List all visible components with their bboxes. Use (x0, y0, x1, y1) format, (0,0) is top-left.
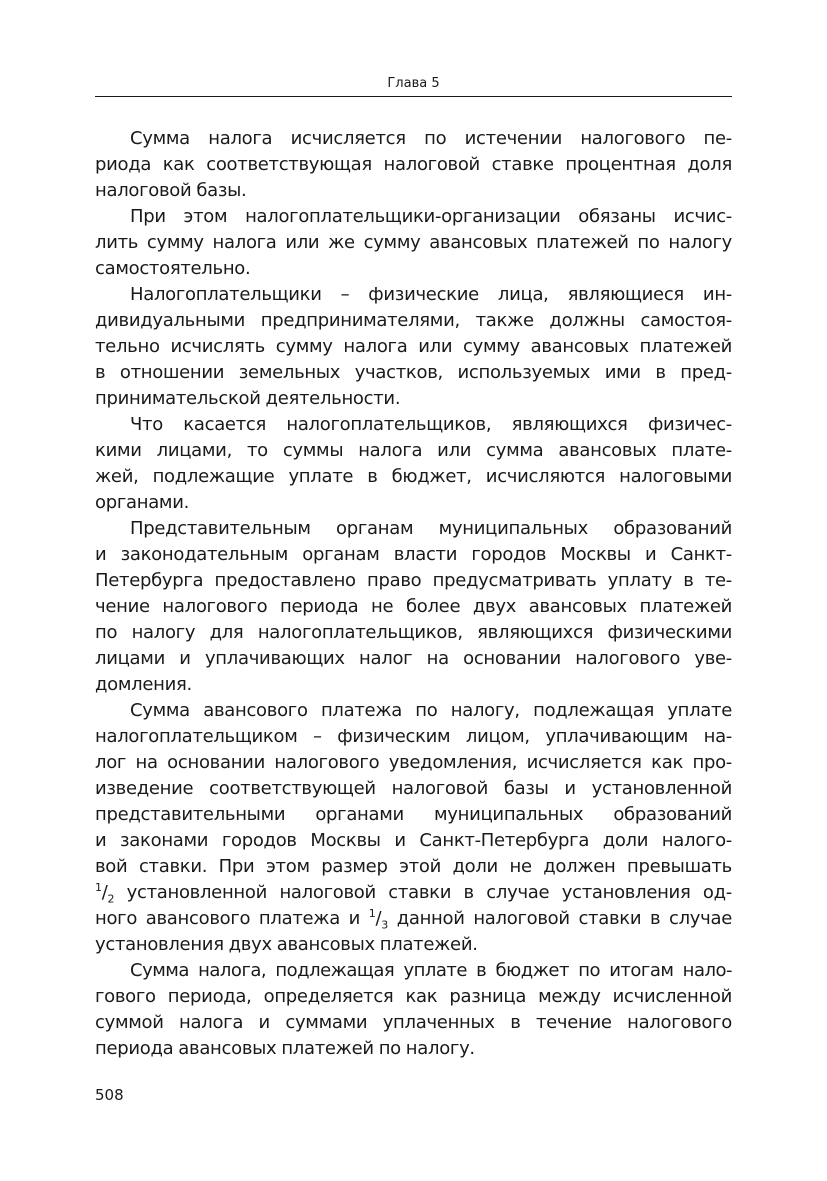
paragraph-3 (95, 282, 732, 412)
text-line: дивидуальными предпринимателями, также должны самостоя- (95, 310, 732, 331)
text-line: риода как соответствующая налоговой ставке процентная доля (95, 154, 732, 175)
text-line: Налогоплательщики – физические лица, являющиеся ин- (130, 284, 732, 305)
text-line: периода авансовых платежей по налогу. (95, 1038, 475, 1059)
text-line: суммой налога и суммами уплаченных в течение налогового (95, 1012, 732, 1033)
page-body (95, 126, 732, 1062)
text-line: Представительным органам муниципальных образований (130, 518, 732, 539)
paragraph-2 (95, 204, 732, 282)
fraction-line-text: установленной налоговой ставки в случае установления од- (114, 882, 732, 903)
text-line: представительными органами муниципальных образований (95, 804, 732, 825)
text-line: Сумма налога, подлежащая уплате в бюджет по итогам нало- (130, 960, 732, 981)
text-line: установления двух авансовых платежей. (95, 934, 478, 955)
text-line: При этом налогоплательщики-организации обязаны исчис- (130, 206, 732, 227)
page-number: 508 (95, 1086, 124, 1104)
fraction-numerator: 1 (95, 881, 102, 894)
text-line: и законодательным органам власти городов Москвы и Санкт- (95, 544, 732, 565)
text-line: Петербурга предоставлено право предусматривать уплату в те- (95, 570, 732, 591)
text-line: в отношении земельных участков, используемых ими в пред- (95, 362, 732, 383)
fraction-line-before: ного авансового платежа и (95, 908, 369, 929)
paragraph-7 (95, 958, 732, 1062)
text-line: домления. (95, 674, 192, 695)
chapter-title: Глава 5 (387, 76, 440, 91)
text-line: Сумма налога исчисляется по истечении налогового пе- (130, 128, 732, 149)
text-line: Сумма авансового платежа по налогу, подлежащая уплате (130, 700, 732, 721)
text-line: лог на основании налогового уведомления, исчисляется как про- (95, 752, 732, 773)
paragraph-4 (95, 412, 732, 516)
text-line: вой ставки. При этом размер этой доли не должен превышать (95, 856, 732, 877)
fraction-numerator: 1 (368, 907, 376, 920)
text-line: кими лицами, то суммы налога или сумма авансовых плате- (95, 440, 732, 461)
text-line: Что касается налогоплательщиков, являющихся физичес- (130, 414, 732, 435)
paragraph-5 (95, 516, 732, 698)
text-line-fraction-half: $^1/_2$ установленной налоговой ставки в случае установления од- (95, 881, 732, 906)
running-header (95, 74, 732, 97)
fraction-line-after: данной налоговой ставки в случае (387, 908, 733, 929)
text-line: по налогу для налогоплательщиков, являющихся физическими (95, 622, 732, 643)
text-line: чение налогового периода не более двух авансовых платежей (95, 596, 732, 617)
text-line-fraction-third: ного авансового платежа и $^1/_3$ данной налоговой ставки в случае (95, 907, 733, 932)
fraction-denominator: 2 (107, 892, 115, 906)
fraction-denominator: 3 (381, 918, 388, 932)
text-line: налоговой базы. (95, 180, 247, 201)
text-line: жей, подлежащие уплате в бюджет, исчисляются налоговыми (95, 466, 732, 487)
text-line: налогоплательщиком – физическим лицом, уплачивающим на- (95, 726, 732, 747)
text-line: и законами городов Москвы и Санкт-Петербурга доли налого- (95, 830, 732, 851)
text-line: самостоятельно. (95, 258, 251, 279)
text-line: лицами и уплачивающих налог на основании налогового уве- (95, 648, 732, 669)
paragraph-1 (95, 126, 732, 204)
paragraph-6 (95, 698, 732, 958)
text-line: принимательской деятельности. (95, 388, 401, 409)
text-line: органами. (95, 492, 190, 513)
text-line: лить сумму налога или же сумму авансовых платежей по налогу (95, 232, 732, 253)
text-line: тельно исчислять сумму налога или сумму авансовых платежей (95, 336, 732, 357)
text-line: гового периода, определяется как разница между исчисленной (95, 986, 732, 1007)
text-line: изведение соответствующей налоговой базы и установленной (95, 778, 732, 799)
